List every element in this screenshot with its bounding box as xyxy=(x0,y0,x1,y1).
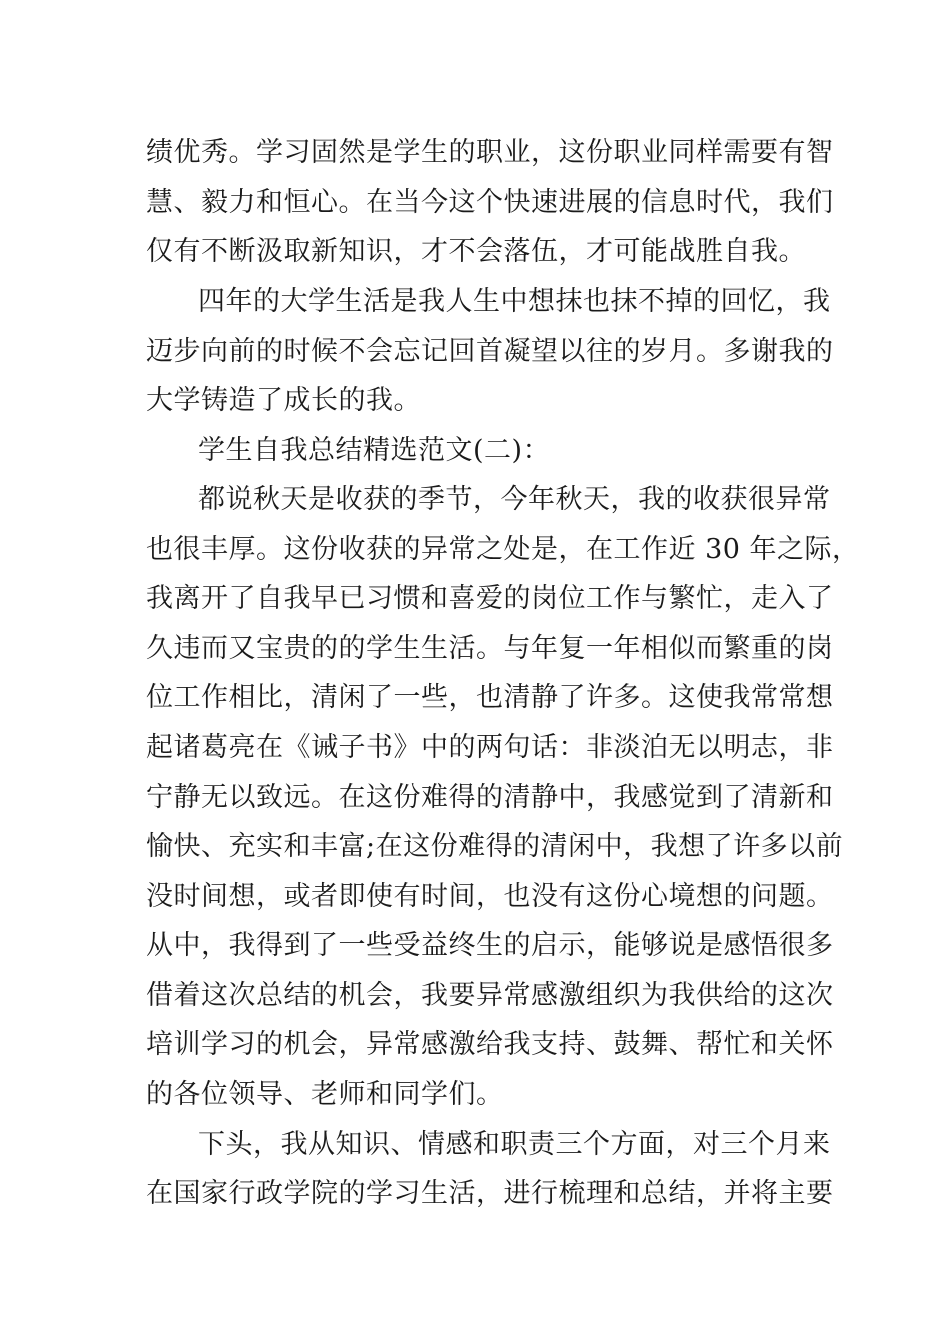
text-line-17: 从中，我得到了一些受益终生的启示，能够说是感悟很多 xyxy=(146,930,834,961)
text-line-3: 仅有不断汲取新知识，才不会落伍，才可能战胜自我。 xyxy=(146,236,806,267)
text-line-9: 也很丰厚。这份收获的异常之处是，在工作近 30 年之际， xyxy=(146,534,860,565)
text-line-19: 培训学习的机会，异常感激给我支持、鼓舞、帮忙和关怀 xyxy=(146,1029,834,1060)
text-line-18: 借着这次总结的机会，我要异常感激组织为我供给的这次 xyxy=(146,980,834,1011)
text-line-15: 愉快、充实和丰富;在这份难得的清闲中，我想了许多以前 xyxy=(146,831,844,862)
text-line-4: 四年的大学生活是我人生中想抹也抹不掉的回忆，我 xyxy=(198,286,831,317)
text-line-14: 宁静无以致远。在这份难得的清静中，我感觉到了清新和 xyxy=(146,782,834,813)
text-line-20: 的各位领导、老师和同学们。 xyxy=(146,1079,504,1110)
text-line-21: 下头，我从知识、情感和职责三个方面，对三个月来 xyxy=(198,1129,831,1160)
text-line-5: 迈步向前的时候不会忘记回首凝望以往的岁月。多谢我的 xyxy=(146,336,834,367)
text-line-12: 位工作相比，清闲了一些，也清静了许多。这使我常常想 xyxy=(146,682,834,713)
text-line-22: 在国家行政学院的学习生活，进行梳理和总结，并将主要 xyxy=(146,1178,834,1209)
text-line-1: 绩优秀。学习固然是学生的职业，这份职业同样需要有智 xyxy=(146,137,834,168)
text-line-16: 没时间想，或者即使有时间，也没有这份心境想的问题。 xyxy=(146,881,834,912)
text-line-13: 起诸葛亮在《诫子书》中的两句话：非淡泊无以明志，非 xyxy=(146,732,834,763)
section-heading: 学生自我总结精选范文(二)： xyxy=(198,435,551,466)
text-line-2: 慧、毅力和恒心。在当今这个快速进展的信息时代，我们 xyxy=(146,187,834,218)
text-line-6: 大学铸造了成长的我。 xyxy=(146,385,421,416)
text-line-11: 久违而又宝贵的的学生生活。与年复一年相似而繁重的岗 xyxy=(146,633,834,664)
text-line-8: 都说秋天是收获的季节，今年秋天，我的收获很异常 xyxy=(198,484,831,515)
text-line-10: 我离开了自我早已习惯和喜爱的岗位工作与繁忙，走入了 xyxy=(146,583,834,614)
